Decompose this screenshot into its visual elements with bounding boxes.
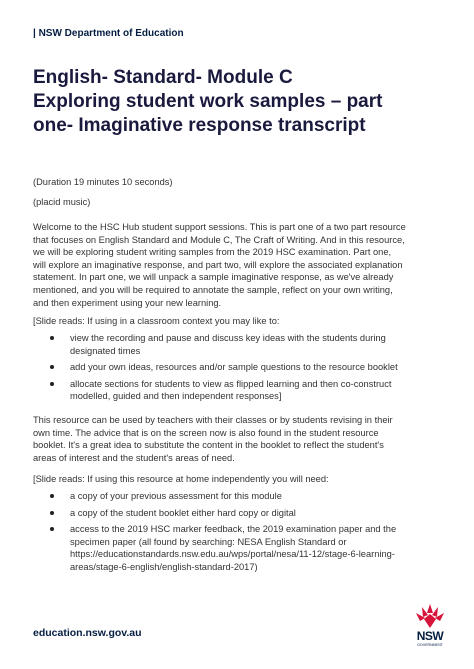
nsw-government-logo [410,602,450,652]
waratah-icon [410,602,450,630]
classroom-bullet-list [48,332,448,407]
resource-paragraph [33,414,448,464]
bullet-icon [50,382,54,386]
list-item: view the recording and pause and discuss key ideas with the students during designated times [48,332,448,357]
document-title [33,66,453,138]
bullet-icon [50,527,54,531]
text-line: and then experiment using your new learning. [33,297,222,308]
text-line: Welcome to the HSC Hub student support sessions. This is part one of a two part resource [33,222,406,232]
waratah-petal [422,607,428,617]
text-line: mentioned, and you will be required to annotate the sample, reflect on your own writing, [33,284,393,295]
text-line: will explore an imaginative response, and part two, will explore the associated explanation [33,259,403,270]
footer-url-link[interactable]: education.nsw.gov.au [33,627,142,639]
text-line: This resource can be used by teachers with their classes or by students revising in their [33,415,393,425]
list-item: allocate sections for students to view as flipped learning and then co-construct modelled, guided and then independent responses] [48,378,448,403]
text-line: that focuses on English Standard and Module C, The Craft of Writing. And in this resource, [33,234,405,245]
text-line: own time. The advice that is on the screen now is also found in the student resource [33,427,379,438]
title-line: English- Standard- Module C [33,67,293,88]
music-text: (placid music) [33,197,91,207]
bullet-icon [50,511,54,515]
waratah-petal [424,614,436,628]
list-item: access to the 2019 HSC marker feedback, the 2019 examination paper and the specimen paper (all found by searching: NESA English Standard or https://educationstandards.nsw.edu.au/wps/portal/nesa/11-12/stage-6-learning- areas/stage-6-english/english-standard-2017) [48,523,448,573]
text-line: booklet. It's a great idea to substitute the content in the booklet to reflect the student's [33,440,384,451]
title-line: one- Imaginative response transcript [33,115,366,136]
slide-intro-home: [Slide reads: If using this resource at home independently you will need: [33,474,329,484]
home-bullet-list [48,490,448,578]
welcome-paragraph [33,221,448,309]
bullet-icon [50,365,54,369]
bullet-icon [50,336,54,340]
logo-text: NSW [416,629,444,643]
text-line: we will be exploring student writing samples from the 2019 HSC examination. Part one, [33,247,392,258]
list-item: add your own ideas, resources and/or sample questions to the resource booklet [48,361,448,374]
duration-text: (Duration 19 minutes 10 seconds) [33,177,173,187]
waratah-petal [427,604,433,613]
text-line: statement. In part one, we will unpack a sample imaginative response, as we've already [33,272,394,283]
list-item: a copy of your previous assessment for this module [48,490,448,503]
text-line: areas of interest and the student's areas of need. [33,452,235,463]
list-item: a copy of the student booklet either hard copy or digital [48,507,448,520]
header-label: | NSW Department of Education [33,28,184,39]
slide-intro-classroom: [Slide reads: If using in a classroom context you may like to: [33,316,280,326]
logo-subtext: GOVERNMENT [417,643,443,647]
bullet-icon [50,494,54,498]
waratah-petal [432,607,438,617]
title-line: Exploring student work samples – part [33,91,383,112]
